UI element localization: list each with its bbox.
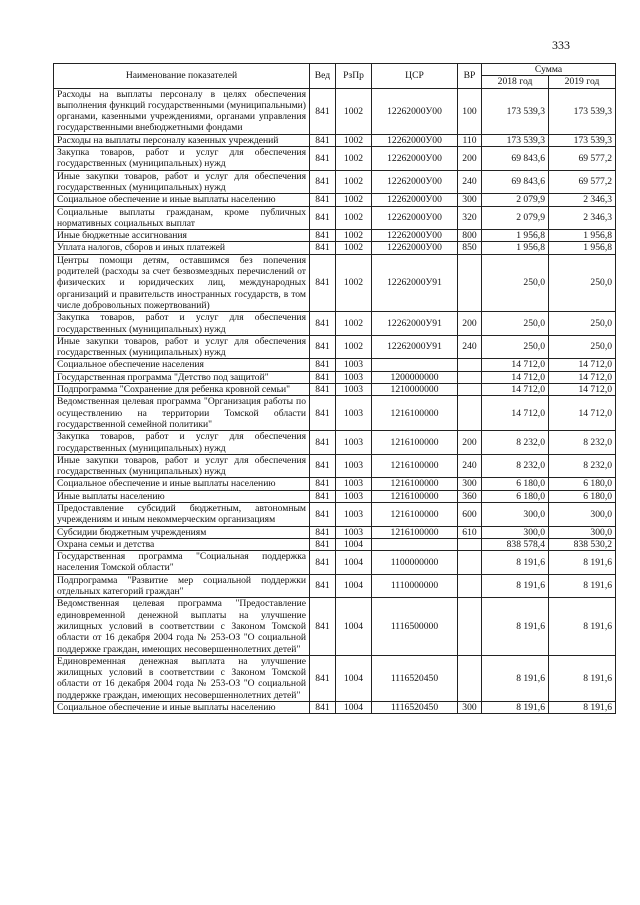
row-vr: 300: [458, 194, 482, 206]
row-ved: 841: [310, 454, 336, 478]
row-name: Подпрограмма "Сохранение для ребенка кровной семьи": [54, 384, 310, 396]
row-sum-2019: 14 712,0: [549, 371, 616, 383]
row-csr: 12262000У00: [372, 230, 458, 242]
row-csr: 12262000У91: [372, 312, 458, 336]
row-sum-2019: 8 232,0: [549, 431, 616, 455]
row-sum-2019: 838 530,2: [549, 538, 616, 550]
row-name: Расходы на выплаты персоналу казенных учреждений: [54, 134, 310, 146]
row-rzpr: 1002: [336, 88, 372, 134]
row-rzpr: 1002: [336, 254, 372, 311]
table-row: [54, 574, 616, 598]
row-sum-2019: 8 191,6: [549, 551, 616, 575]
row-csr: 1216100000: [372, 396, 458, 431]
row-sum-2018: 300,0: [482, 502, 549, 526]
row-ved: 841: [310, 335, 336, 359]
row-sum-2019: 8 191,6: [549, 702, 616, 714]
table-row: [54, 490, 616, 502]
row-rzpr: 1003: [336, 384, 372, 396]
row-rzpr: 1004: [336, 655, 372, 701]
row-ved: 841: [310, 254, 336, 311]
row-ved: 841: [310, 230, 336, 242]
row-sum-2018: 8 191,6: [482, 655, 549, 701]
row-sum-2019: 8 191,6: [549, 598, 616, 655]
row-ved: 841: [310, 574, 336, 598]
table-row: [54, 312, 616, 336]
table-row: [54, 655, 616, 701]
row-sum-2019: 8 232,0: [549, 454, 616, 478]
row-csr: 1116520450: [372, 655, 458, 701]
row-ved: 841: [310, 431, 336, 455]
row-ved: 841: [310, 206, 336, 230]
row-rzpr: 1002: [336, 134, 372, 146]
row-sum-2018: 8 191,6: [482, 574, 549, 598]
row-name: Уплата налогов, сборов и иных платежей: [54, 242, 310, 254]
row-sum-2019: 173 539,3: [549, 88, 616, 134]
row-sum-2019: 69 577,2: [549, 147, 616, 171]
header-rzpr: РзПр: [336, 64, 372, 89]
row-name: Иные закупки товаров, работ и услуг для обеспечения государственных (муниципальных) нужд: [54, 335, 310, 359]
row-rzpr: 1002: [336, 206, 372, 230]
row-ved: 841: [310, 526, 336, 538]
row-csr: [372, 538, 458, 550]
table-row: [54, 478, 616, 490]
row-sum-2018: 1 956,8: [482, 230, 549, 242]
row-rzpr: 1002: [336, 242, 372, 254]
row-csr: 1216100000: [372, 502, 458, 526]
row-sum-2018: 2 079,9: [482, 206, 549, 230]
table-row: [54, 335, 616, 359]
row-sum-2019: 8 191,6: [549, 655, 616, 701]
table-row: [54, 254, 616, 311]
row-rzpr: 1002: [336, 170, 372, 194]
row-rzpr: 1002: [336, 194, 372, 206]
row-name: Охрана семьи и детства: [54, 538, 310, 550]
row-rzpr: 1003: [336, 490, 372, 502]
row-vr: 320: [458, 206, 482, 230]
row-sum-2018: 69 843,6: [482, 147, 549, 171]
row-sum-2018: 838 578,4: [482, 538, 549, 550]
row-ved: 841: [310, 88, 336, 134]
row-name: Расходы на выплаты персоналу в целях обеспечения выполнения функций государственными (муниципальными) органами, казенными учреждениями, органами управления государственными внебюджетными фондами: [54, 88, 310, 134]
row-ved: 841: [310, 502, 336, 526]
row-name: Субсидии бюджетным учреждениям: [54, 526, 310, 538]
row-sum-2019: 300,0: [549, 526, 616, 538]
row-rzpr: 1003: [336, 526, 372, 538]
row-csr: 1116500000: [372, 598, 458, 655]
row-ved: 841: [310, 538, 336, 550]
table-row: [54, 538, 616, 550]
row-rzpr: 1004: [336, 702, 372, 714]
row-ved: 841: [310, 384, 336, 396]
row-sum-2019: 250,0: [549, 312, 616, 336]
row-sum-2019: 14 712,0: [549, 384, 616, 396]
row-rzpr: 1004: [336, 538, 372, 550]
row-name: Государственная программа "Детство под защитой": [54, 371, 310, 383]
row-ved: 841: [310, 598, 336, 655]
table-row: [54, 242, 616, 254]
table-row: [54, 702, 616, 714]
row-ved: 841: [310, 147, 336, 171]
row-sum-2018: 8 232,0: [482, 431, 549, 455]
row-vr: 100: [458, 88, 482, 134]
row-sum-2019: 14 712,0: [549, 396, 616, 431]
row-vr: 800: [458, 230, 482, 242]
row-rzpr: 1002: [336, 147, 372, 171]
table-row: [54, 147, 616, 171]
row-vr: 110: [458, 134, 482, 146]
row-ved: 841: [310, 655, 336, 701]
row-csr: 12262000У91: [372, 254, 458, 311]
row-ved: 841: [310, 242, 336, 254]
row-rzpr: 1003: [336, 454, 372, 478]
row-rzpr: 1003: [336, 396, 372, 431]
row-rzpr: 1002: [336, 335, 372, 359]
row-csr: 1216100000: [372, 478, 458, 490]
row-sum-2018: 6 180,0: [482, 490, 549, 502]
row-vr: [458, 655, 482, 701]
row-sum-2018: 300,0: [482, 526, 549, 538]
row-csr: 1216100000: [372, 431, 458, 455]
row-rzpr: 1003: [336, 371, 372, 383]
table-row: [54, 598, 616, 655]
row-sum-2018: 14 712,0: [482, 371, 549, 383]
row-sum-2018: 8 232,0: [482, 454, 549, 478]
row-vr: [458, 551, 482, 575]
row-ved: 841: [310, 194, 336, 206]
header-year-2019: 2019 год: [549, 76, 616, 88]
row-csr: 1116520450: [372, 702, 458, 714]
table-row: [54, 384, 616, 396]
row-sum-2019: 6 180,0: [549, 478, 616, 490]
row-ved: 841: [310, 359, 336, 371]
budget-table: [53, 63, 616, 714]
row-name: Закупка товаров, работ и услуг для обеспечения государственных (муниципальных) нужд: [54, 147, 310, 171]
row-vr: 300: [458, 478, 482, 490]
row-name: Государственная программа "Социальная поддержка населения Томской области": [54, 551, 310, 575]
row-csr: [372, 359, 458, 371]
row-name: Иные бюджетные ассигнования: [54, 230, 310, 242]
table-row: [54, 194, 616, 206]
page-number: 333: [552, 38, 570, 52]
row-sum-2019: 1 956,8: [549, 242, 616, 254]
table-row: [54, 170, 616, 194]
header-vr: ВР: [458, 64, 482, 89]
row-csr: 1110000000: [372, 574, 458, 598]
row-sum-2018: 250,0: [482, 335, 549, 359]
row-vr: 240: [458, 454, 482, 478]
table-row: [54, 454, 616, 478]
row-sum-2019: 250,0: [549, 335, 616, 359]
row-sum-2019: 2 346,3: [549, 206, 616, 230]
row-sum-2018: 8 191,6: [482, 551, 549, 575]
row-ved: 841: [310, 170, 336, 194]
row-sum-2018: 14 712,0: [482, 359, 549, 371]
row-vr: 200: [458, 431, 482, 455]
row-name: Предоставление субсидий бюджетным, автономным учреждениям и иным некоммерческим организациям: [54, 502, 310, 526]
row-vr: 240: [458, 335, 482, 359]
row-sum-2018: 250,0: [482, 254, 549, 311]
row-rzpr: 1004: [336, 598, 372, 655]
row-name: Социальное обеспечение и иные выплаты населению: [54, 478, 310, 490]
row-name: Социальное обеспечение населения: [54, 359, 310, 371]
row-name: Социальное обеспечение и иные выплаты населению: [54, 702, 310, 714]
row-sum-2018: 14 712,0: [482, 384, 549, 396]
table-row: [54, 359, 616, 371]
row-csr: 12262000У00: [372, 242, 458, 254]
row-name: Закупка товаров, работ и услуг для обеспечения государственных (муниципальных) нужд: [54, 312, 310, 336]
row-csr: 12262000У00: [372, 134, 458, 146]
row-name: Социальное обеспечение и иные выплаты населению: [54, 194, 310, 206]
row-rzpr: 1002: [336, 312, 372, 336]
row-sum-2018: 14 712,0: [482, 396, 549, 431]
row-csr: 12262000У00: [372, 194, 458, 206]
table-header: [54, 64, 616, 89]
row-name: Подпрограмма "Развитие мер социальной поддержки отдельных категорий граждан": [54, 574, 310, 598]
row-vr: 240: [458, 170, 482, 194]
row-rzpr: 1003: [336, 359, 372, 371]
row-sum-2019: 250,0: [549, 254, 616, 311]
row-ved: 841: [310, 702, 336, 714]
row-name: Центры помощи детям, оставшимся без попечения родителей (расходы за счет безвозмездных перечислений от физических и юридических лиц, международных организаций и правительств иностранных государств, в том числе добровольных пожертвований): [54, 254, 310, 311]
table-row: [54, 551, 616, 575]
row-csr: 1200000000: [372, 371, 458, 383]
row-sum-2018: 69 843,6: [482, 170, 549, 194]
row-sum-2019: 300,0: [549, 502, 616, 526]
row-vr: [458, 359, 482, 371]
row-name: Иные выплаты населению: [54, 490, 310, 502]
row-sum-2019: 2 346,3: [549, 194, 616, 206]
row-name: Иные закупки товаров, работ и услуг для обеспечения государственных (муниципальных) нужд: [54, 170, 310, 194]
row-csr: 12262000У91: [372, 335, 458, 359]
row-name: Закупка товаров, работ и услуг для обеспечения государственных (муниципальных) нужд: [54, 431, 310, 455]
row-vr: [458, 396, 482, 431]
row-sum-2018: 173 539,3: [482, 88, 549, 134]
header-csr: ЦСР: [372, 64, 458, 89]
header-ved: Вед: [310, 64, 336, 89]
table-row: [54, 431, 616, 455]
row-sum-2018: 173 539,3: [482, 134, 549, 146]
table-row: [54, 502, 616, 526]
row-vr: 850: [458, 242, 482, 254]
row-vr: 200: [458, 147, 482, 171]
row-ved: 841: [310, 371, 336, 383]
header-year-2018: 2018 год: [482, 76, 549, 88]
row-sum-2018: 8 191,6: [482, 598, 549, 655]
table-body: [54, 88, 616, 714]
row-vr: [458, 384, 482, 396]
row-name: Ведомственная целевая программа "Предоставление единовременной денежной выплаты на улучшение жилищных условий в соответствии с Законом Томской области от 16 декабря 2004 года № 253-ОЗ "О социальной поддержке граждан, имеющих несовершеннолетних детей": [54, 598, 310, 655]
row-sum-2019: 6 180,0: [549, 490, 616, 502]
table-row: [54, 206, 616, 230]
table-row: [54, 88, 616, 134]
row-vr: [458, 598, 482, 655]
row-sum-2019: 8 191,6: [549, 574, 616, 598]
row-sum-2018: 2 079,9: [482, 194, 549, 206]
row-ved: 841: [310, 312, 336, 336]
row-vr: [458, 254, 482, 311]
row-sum-2018: 1 956,8: [482, 242, 549, 254]
table-row: [54, 371, 616, 383]
row-rzpr: 1003: [336, 502, 372, 526]
row-csr: 1210000000: [372, 384, 458, 396]
row-vr: 200: [458, 312, 482, 336]
row-csr: 12262000У00: [372, 170, 458, 194]
row-vr: 300: [458, 702, 482, 714]
row-sum-2018: 250,0: [482, 312, 549, 336]
row-vr: [458, 371, 482, 383]
row-vr: 610: [458, 526, 482, 538]
row-ved: 841: [310, 134, 336, 146]
row-rzpr: 1002: [336, 230, 372, 242]
row-rzpr: 1003: [336, 478, 372, 490]
row-sum-2019: 173 539,3: [549, 134, 616, 146]
row-sum-2019: 14 712,0: [549, 359, 616, 371]
row-ved: 841: [310, 551, 336, 575]
row-csr: 12262000У00: [372, 206, 458, 230]
row-sum-2019: 1 956,8: [549, 230, 616, 242]
row-sum-2018: 8 191,6: [482, 702, 549, 714]
table-row: [54, 526, 616, 538]
row-sum-2019: 69 577,2: [549, 170, 616, 194]
row-rzpr: 1004: [336, 551, 372, 575]
row-vr: [458, 538, 482, 550]
row-vr: 600: [458, 502, 482, 526]
header-sum: Сумма: [482, 64, 616, 76]
row-csr: 1100000000: [372, 551, 458, 575]
table-row: [54, 396, 616, 431]
table-row: [54, 134, 616, 146]
row-name: Социальные выплаты гражданам, кроме публичных нормативных социальных выплат: [54, 206, 310, 230]
row-csr: 1216100000: [372, 454, 458, 478]
row-vr: [458, 574, 482, 598]
row-ved: 841: [310, 396, 336, 431]
row-vr: 360: [458, 490, 482, 502]
row-csr: 1216100000: [372, 490, 458, 502]
row-sum-2018: 6 180,0: [482, 478, 549, 490]
row-csr: 12262000У00: [372, 88, 458, 134]
row-csr: 12262000У00: [372, 147, 458, 171]
row-name: Единовременная денежная выплата на улучшение жилищных условий в соответствии с Законом Томской области от 16 декабря 2004 года № 253-ОЗ "О социальной поддержке граждан, имеющих несовершеннолетних детей": [54, 655, 310, 701]
row-name: Иные закупки товаров, работ и услуг для обеспечения государственных (муниципальных) нужд: [54, 454, 310, 478]
header-name: Наименование показателей: [54, 64, 310, 89]
table-row: [54, 230, 616, 242]
row-csr: 1216100000: [372, 526, 458, 538]
row-name: Ведомственная целевая программа "Организация работы по осуществлению на территории Томской области государственной семейной политики": [54, 396, 310, 431]
row-rzpr: 1003: [336, 431, 372, 455]
row-rzpr: 1004: [336, 574, 372, 598]
row-ved: 841: [310, 478, 336, 490]
row-ved: 841: [310, 490, 336, 502]
